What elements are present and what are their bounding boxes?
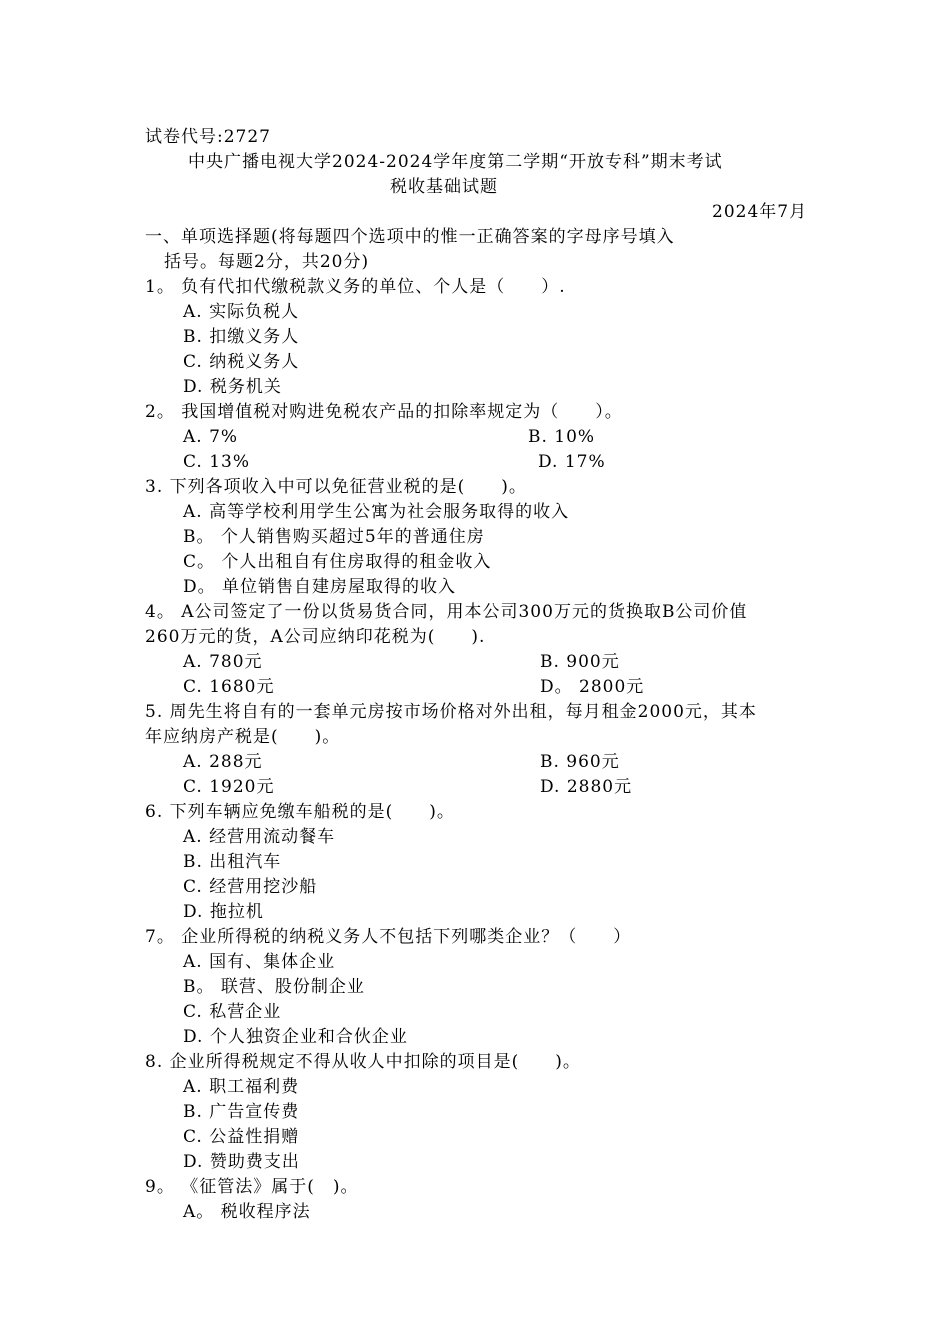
question-stem: 8. 企业所得税规定不得从收人中扣除的项目是( )。	[145, 1052, 581, 1072]
question-option: C. 纳税义务人	[183, 352, 300, 372]
question-option: C. 1920元	[183, 777, 275, 797]
question-stem: 6. 下列车辆应免缴车船税的是( )。	[145, 802, 455, 822]
question-option: A. 国有、集体企业	[183, 952, 336, 972]
question-option: B. 广告宣传费	[183, 1102, 300, 1122]
exam-subtitle: 税收基础试题	[390, 177, 498, 197]
question-stem: 2。 我国增值税对购进免税农产品的扣除率规定为（ ）。	[145, 402, 623, 422]
exam-title: 中央广播电视大学2024-2024学年度第二学期“开放专科”期末考试	[188, 152, 723, 172]
question-stem: 4。 A公司签定了一份以货易货合同，用本公司300万元的货换取B公司价值	[145, 602, 748, 622]
question-option: B. 出租汽车	[183, 852, 282, 872]
question-option: A. 高等学校利用学生公寓为社会服务取得的收入	[183, 502, 570, 522]
question-option: A. 实际负税人	[183, 302, 300, 322]
question-option: B. 960元	[540, 752, 620, 772]
question-stem: 5. 周先生将自有的一套单元房按市场价格对外出租，每月租金2000元，其本	[145, 702, 757, 722]
question-option: C. 13%	[183, 452, 250, 472]
question-option: B. 扣缴义务人	[183, 327, 300, 347]
question-stem-cont: 260万元的货，A公司应纳印花税为( ).	[145, 627, 486, 647]
question-option: D。 2800元	[540, 677, 645, 697]
question-stem-cont: 年应纳房产税是( )。	[145, 727, 341, 747]
question-option: D. 赞助费支出	[183, 1152, 300, 1172]
question-option: A. 7%	[183, 427, 239, 447]
question-option: C. 经营用挖沙船	[183, 877, 318, 897]
question-option: C. 公益性捐赠	[183, 1127, 300, 1147]
paper-code: 试卷代号:2727	[145, 127, 271, 147]
question-option: A。 税收程序法	[183, 1202, 311, 1222]
question-option: A. 780元	[183, 652, 263, 672]
question-stem: 3. 下列各项收入中可以免征营业税的是( )。	[145, 477, 527, 497]
question-stem: 1。 负有代扣代缴税款义务的单位、个人是（ ）.	[145, 277, 566, 297]
question-option: A. 职工福利费	[183, 1077, 300, 1097]
exam-date: 2024年7月	[712, 202, 808, 222]
section-heading-cont: 括号。每题2分，共20分)	[164, 252, 370, 272]
question-option: B. 900元	[540, 652, 620, 672]
question-option: D。 单位销售自建房屋取得的收入	[183, 577, 457, 597]
question-option: D. 2880元	[540, 777, 633, 797]
question-option: C. 私营企业	[183, 1002, 282, 1022]
question-option: C。 个人出租自有住房取得的租金收入	[183, 552, 492, 572]
question-option: A. 经营用流动餐车	[183, 827, 336, 847]
question-option: B. 10%	[528, 427, 596, 447]
question-option: D. 17%	[538, 452, 606, 472]
question-option: D. 税务机关	[183, 377, 282, 397]
section-heading: 一、单项选择题(将每题四个选项中的惟一正确答案的字母序号填入	[145, 227, 675, 247]
question-option: D. 拖拉机	[183, 902, 264, 922]
question-option: B。 个人销售购买超过5年的普通住房	[183, 527, 485, 547]
question-stem: 9。 《征管法》属于( )。	[145, 1177, 359, 1197]
question-option: C. 1680元	[183, 677, 275, 697]
question-option: D. 个人独资企业和合伙企业	[183, 1027, 408, 1047]
question-option: B。 联营、股份制企业	[183, 977, 365, 997]
question-option: A. 288元	[183, 752, 263, 772]
question-stem: 7。 企业所得税的纳税义务人不包括下列哪类企业？（ ）	[145, 927, 632, 947]
